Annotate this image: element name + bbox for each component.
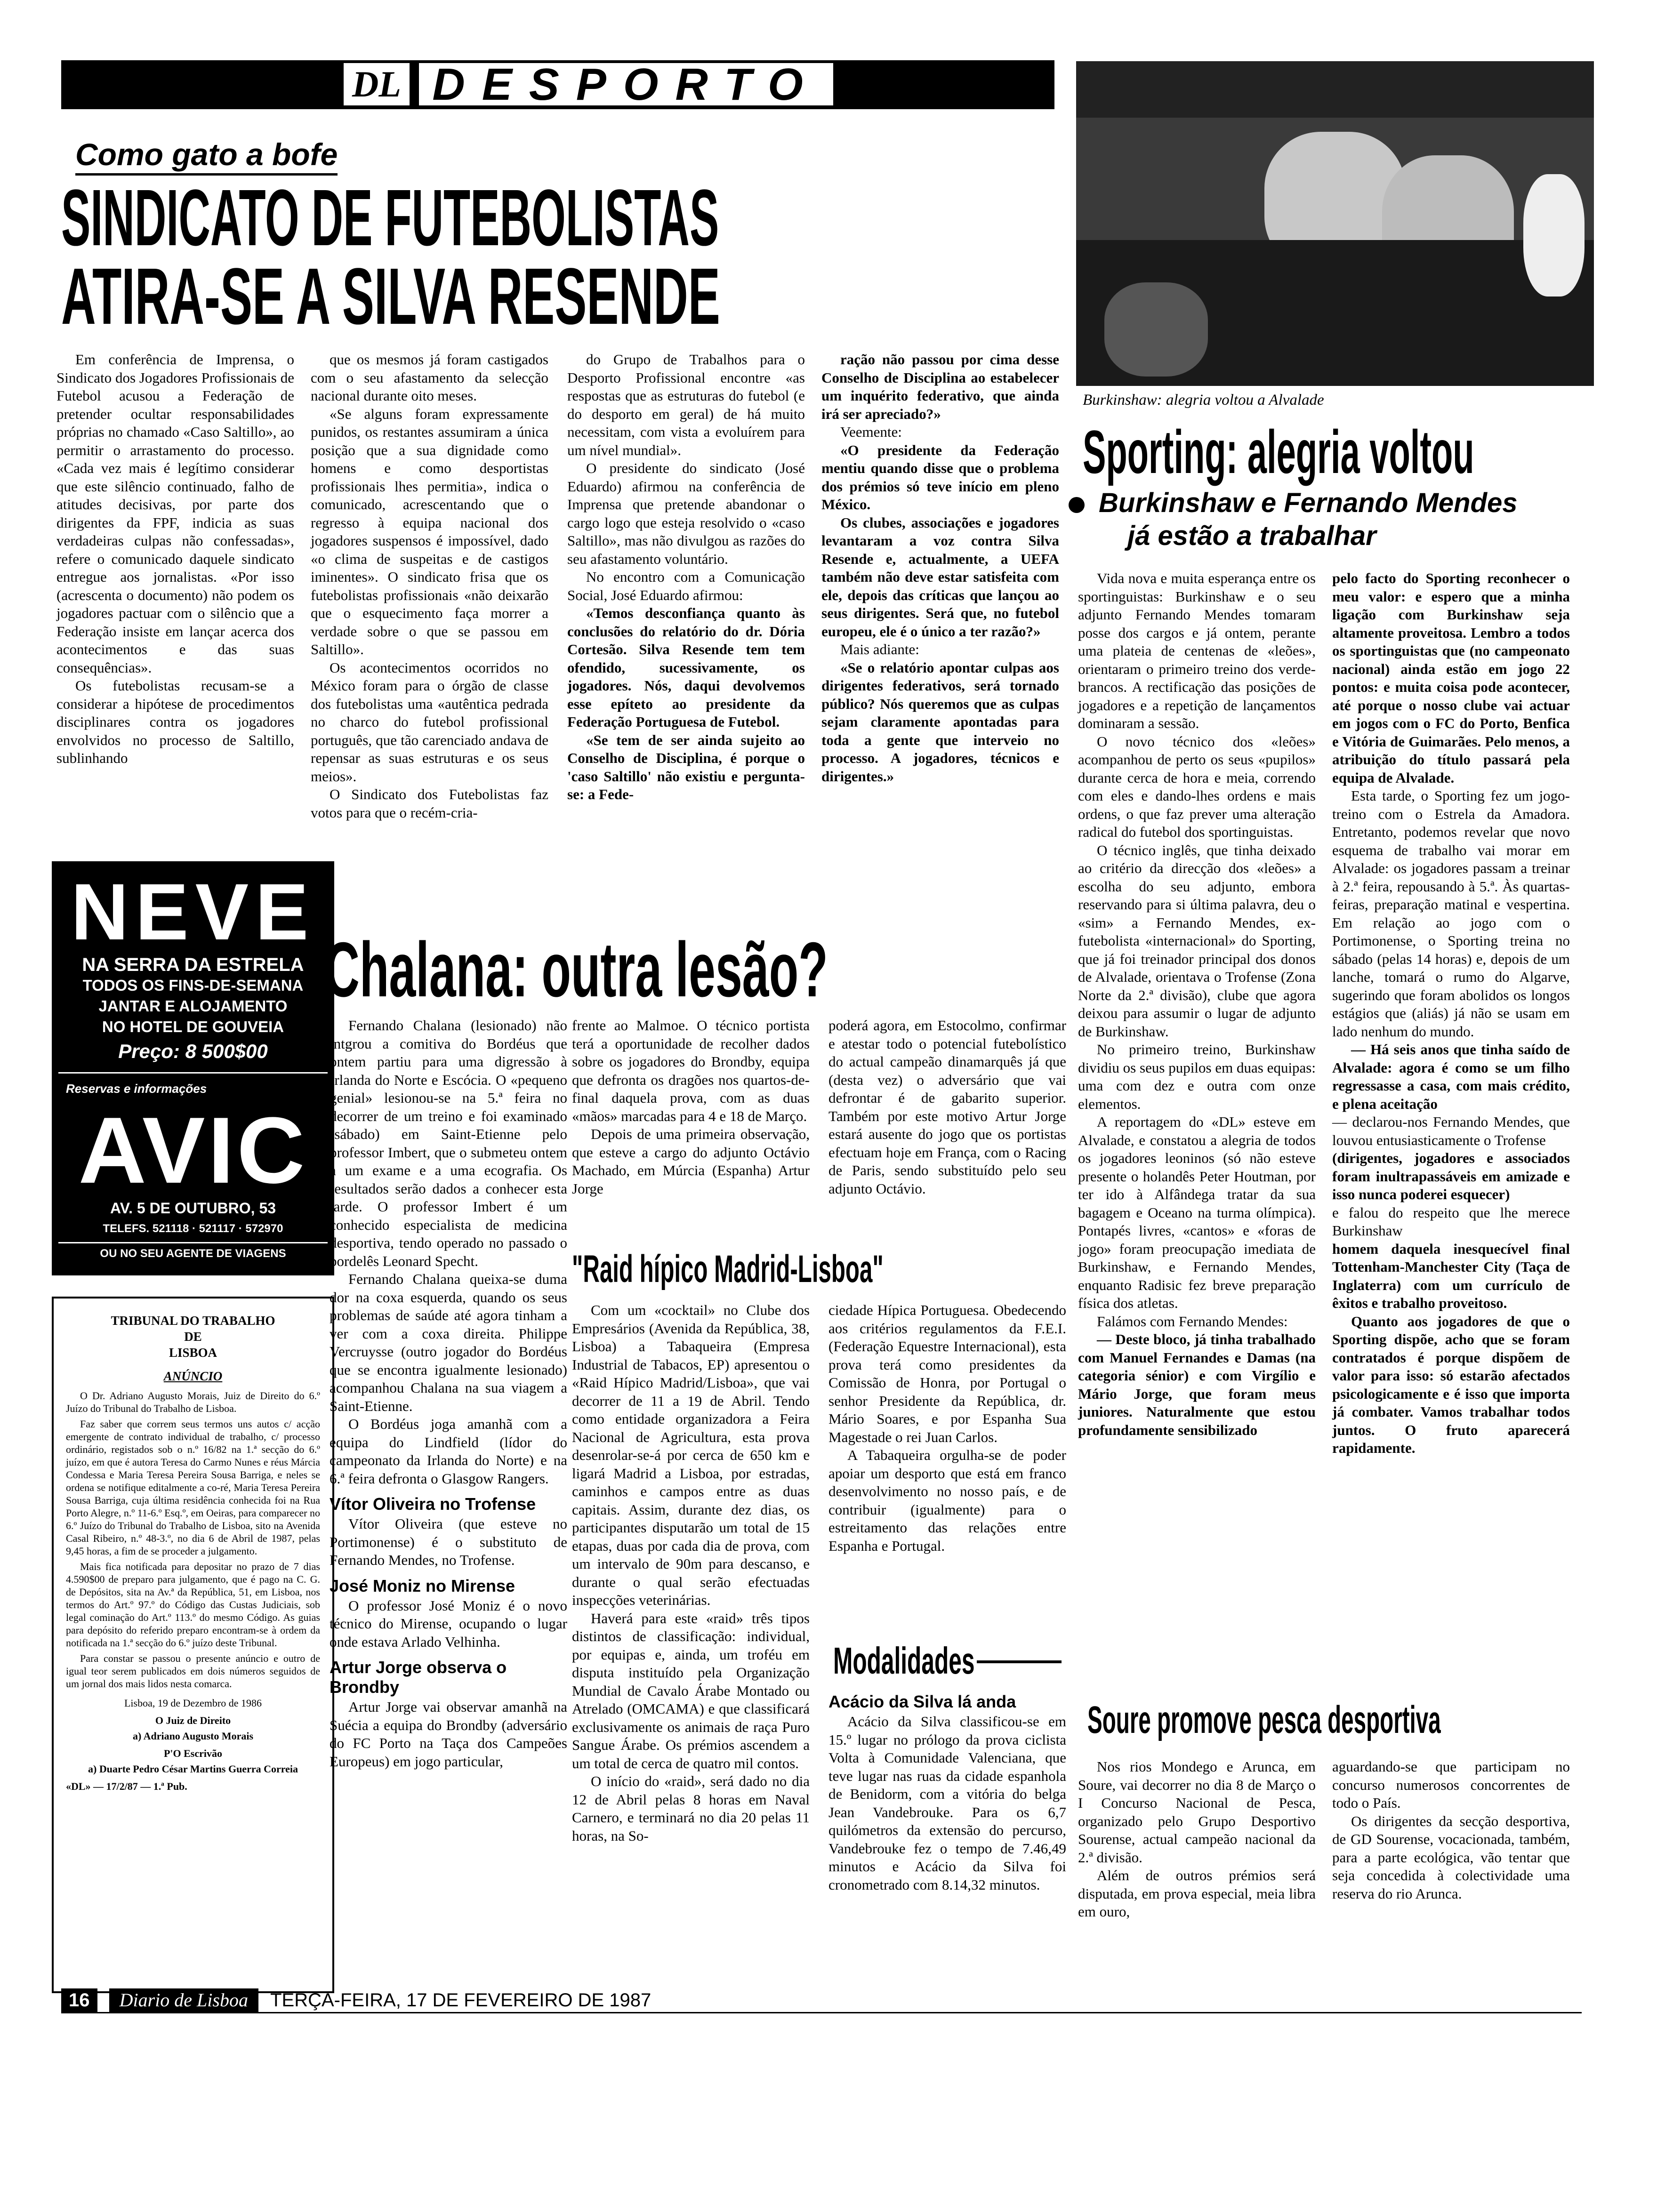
lead-col-2: que os mesmos já foram castigados com o seu afastamento da selecção nacional durante oito meses. «Se alguns foram expressamente punidos, os restantes assumiram a única posição que a sua dignidade como homens e como desportistas profissionais lhes permitia», indica o comunicado, acrescentando que o regresso à equipa nacional dos jogadores suspensos é impossível, dado «o clima de suspeitas e de castigos iminentes». O sindicato frisa que os futebolistas profissionais «não deixarão que o esquecimento faça morrer a verdade sobre o que se passou em Saltillo». Os acontecimentos ocorridos no México foram para o órgão de classe dos futebolistas uma «autêntica pedrada no charco do futebol profissional português, que tão carenciado andava de repensar as suas estruturas e os seus meios». O Sindicato dos Futebolistas faz votos para que o recém-cria- (311, 351, 548, 821)
burkinshaw-photo (1076, 61, 1594, 386)
paper-name: Diario de Lisboa (109, 1988, 258, 2012)
section-banner (61, 60, 1054, 109)
soure-col-2: aguardando-se que participam no concurso numerosos concorrentes de todo o País. Os dirigentes da secção desportiva, de GD Sourense, vocacionada, também, para a parte ecológica, vão tentar que seja concedida à colectividade uma reserva do rio Arunca. (1332, 1758, 1570, 1902)
lead-col-4: ração não passou por cima desse Conselho de Disciplina ao estabelecer um inquérito federativo, que ainda irá ser apreciado?» Veemente: «O presidente da Federação mentiu quando disse que o problema dos prémios só teve início em pleno México. Os clubes, associações e jogadores levantaram a voz contra Silva Resende e, actualmente, a UEFA também não deve estar satisfeita com ele, depois das críticas que lançou ao seus dirigentes. Será que, no futebol europeu, ele é o único a ter razão?» Mais adiante: «Se o relatório apontar culpas aos dirigentes federativos, será tornado público? Nós queremos que as culpas sejam claramente apontadas para toda a gente que interveio no processo. A jogadores, técnicos e dirigentes.» (821, 351, 1059, 785)
modalidades-rule (977, 1660, 1062, 1663)
ad-line-4: NO HOTEL DE GOUVEIA (102, 1018, 284, 1035)
ad-agent: OU NO SEU AGENTE DE VIAGENS (58, 1242, 328, 1264)
modalidades-col: Acácio da Silva lá anda Acácio da Silva classificou-se em 15.º lugar no prólogo da prova ciclista Volta à Comunidade Valenciana, que teve lugar nas ruas da cidade espanhola de Benidorm, com a vitória do belga Jean Vandebrouke. Para os 6,7 quilómetros da extensão do percurso, Vandebrouke fez o tempo de 7.46,49 minutos e Acácio da Silva foi cronometrado com 8.14,32 minutos. (828, 1692, 1066, 1893)
chalana-col-1: Fernando Chalana (lesionado) não intgrou a comitiva do Bordéus que ontem partiu para uma digressão à Irlanda do Norte e Escócia. O «pequeno genial» lesionou-se na 5.ª feira no decorrer de um treino e foi examinado (sábado) em Saint-Etienne pelo professor Imbert, que o submeteu ontem a um exame e a uma ecografia. Os resultados serão dados a conhecer esta tarde. O professor Imbert é um conhecido especialista de medicina desportiva, tendo operado no passado o bordelês Leonard Specht. Fernando Chalana queixa-se duma dor na coxa esquerda, quando os seus problemas de saúde até agora tinham a ver com a coxa direita. Philippe Vercruysse (outro jogador do Bordéus que se encontra igualmente lesionado) acompanhou Chalana na sua viagem a Saint-Etienne. O Bordéus joga amanhã com a equipa do Lindfield (lídor do campeonato da Irlanda do Norte) e na 6.ª feira defronta o Glasgow Rangers. Vítor Oliveira no Trofense Vítor Oliveira (que esteve no Portimonense) é o substituto de Fernando Mendes, no Trofense. José Moniz no Mirense O professor José Moniz é o novo técnico do Mirense, ocupando o lugar onde estava Arlado Velhinha. Artur Jorge observa o Brondby Artur Jorge vai observar amanhã na Suécia a equipa do Brondby (adversário do FC Porto na Taça dos Campeões Europeus) em jogo particular, (330, 1017, 567, 1770)
sporting-sub-1: Burkinshaw e Fernando Mendes (1069, 487, 1518, 519)
ad-line-2: TODOS OS FINS-DE-SEMANA (82, 977, 304, 994)
sporting-col-1: Vida nova e muita esperança entre os sportinguistas: Burkinshaw e o seu adjunto Fernando Mendes tomaram posse dos cargos e já ontem, perante uma plateia de centenas de «leões», orientaram o primeiro treino dos verde-brancos. A rectificação das posições de jogadores e a repetição de lançamentos dominaram a sessão. O novo técnico dos «leões» acompanhou de perto os seus «pupilos» durante cerca de hora e meia, correndo com eles e dando-lhes ordens e mais ordens, o que faz prever uma alteração radical do futebol dos sportinguistas. O técnico inglês, que tinha deixado ao critério da direcção dos «leões» a escolha do seu adjunto, embora reservando para si última palavra, deu o «sim» a Fernando Mendes, ex-futebolista «internacional» do Sporting, que já foi treinador principal dos donos de Alvalade, orientava o Trofense (Zona Norte da 2.ª divisão), clube que agora deixou para assumir o lugar de adjunto de Burkinshaw. No primeiro treino, Burkinshaw dividiu os seus pupilos em duas equipas: uma com dez e outra com onze elementos. A reportagem do «DL» esteve em Alvalade, e constatou a alegria de todos os jogadores leoninos (só não esteve presente o holandês Peter Houtman, por ter ido à Alfândega tratar da sua bagagem e Oceano na turma olímpica). Pontapés livres, «cantos» e «foras de jogo» foram preocupação imediata de Burkinshaw, e Fernando Mendes, enquanto Radisic fez breve preparação física dos atletas. Falámos com Fernando Mendes: — Deste bloco, já tinha trabalhado com Manuel Fernandes e Damas (na categoria sénior) e com Virgílio e Mário Jorge, que foram meus juniores. Naturalmente que estou profundamente sensibilizado (1078, 570, 1316, 1438)
modalidades-headline: Modalidades (833, 1640, 975, 1682)
tribunal-notice: TRIBUNAL DO TRABALHO DE LISBOA ANÚNCIO O Dr. Adriano Augusto Morais, Juiz de Direito do 6.º Juízo do Tribunal do Trabalho de Lisboa. Faz saber que correm seus termos uns autos c/ acção emergente de contrato individual de trabalho, c/ processo ordinário, registados sob o n.º 16/82 na 1.ª secção do 6.º juízo, em que é autora Teresa do Carmo Nunes e réus Márcia Condessa e Maria Teresa Pereira Sousa Barriga, e neles se ordena se notifique editalmente a co-ré, Maria Teresa Pereira Sousa Barriga, cuja última residência conhecida foi na Rua Porto Alegre, n.º 11-6.º Esq.º, em Oeiras, para comparecer no 6.º Juízo do Tribunal do Trabalho de Lisboa, sito na Avenida Casal Ribeiro, n.º 48-3.º, no dia 6 de Abril de 1987, pelas 9,45 horas, a fim de se proceder a julgamento. Mais fica notificada para depositar no prazo de 7 dias 4.590$00 de preparo para julgamento, que é pago na C. G. de Depósitos, sita na Av.ª da República, 51, em Lisboa, nos termos do Art.º 97.º do Código das Custas Judiciais, sob legal cominação do Art.º 113.º do mesmo Código. As guias para depósito do referido preparo encontram-se à ordem da notificada na 1.ª secção do 6.º juízo deste Tribunal. Para constar se passou o presente anúncio e outro de igual teor serem publicados em dois números seguidos de um jornal dos mais lidos nesta comarca. Lisboa, 19 de Dezembro de 1986 O Juiz de Direito a) Adriano Augusto Morais P'O Escrivão a) Duarte Pedro César Martins Guerra Correia «DL» — 17/2/87 — 1.ª Pub. (52, 1297, 334, 1993)
section-logo: DL (344, 63, 410, 105)
neve-advert (52, 861, 334, 1275)
lead-headline-2: ATIRA-SE A SILVA RESENDE (61, 252, 720, 341)
lead-kicker: Como gato a bofe (75, 136, 338, 176)
ad-phones: TELEFS. 521118 · 521117 · 572970 (103, 1222, 283, 1235)
chalana-col-2: frente ao Malmoe. O técnico portista terá a oportunidade de recolher dados sobre os jogadores do Brondby, equipa que defronta os dragões nos quartos-de-final daquela prova, com as duas «mãos» marcadas para 4 e 18 de Março. Depois de uma primeira observação, que esteve a cargo do adjunto Octávio Machado, em Múrcia (Espanha) Artur Jorge (572, 1017, 810, 1197)
page-footer (61, 1988, 932, 2012)
bullet-icon (1069, 497, 1085, 513)
sporting-col-2: pelo facto do Sporting reconhecer o meu valor: e espero que a minha ligação com Burkinshaw seja altamente proveitosa. Lembro a todos os sportinguistas que (no campeonato nacional) ainda estão em jogo 22 pontos: e muita coisa pode acontecer, até porque o nosso clube vai actuar em jogos com o FC do Porto, Benfica e Vitória de Guimarães. Pelo menos, a atribuição do título passará pela equipa de Alvalade. Esta tarde, o Sporting fez um jogo-treino com o Estrela da Amadora. Entretanto, podemos revelar que novo esquema de trabalho vai morar em Alvalade: os jogadores passam a treinar à 2.ª feira, repousando à 5.ª. Às quartas-feiras, preparação matinal e vespertina. Em relação ao jogo com o Portimonense, o Sporting treina no sábado (pelas 14 horas) e, depois de um lanche, tomará o rumo do Algarve, sugerindo que foram abolidos os longos estágios que (aliás) já não se usam em lado nenhum do mundo. — Há seis anos que tinha saído de Alvalade: agora é como se um filho regressasse a casa, com mais crédito, e plena aceitação — declarou-nos Fernando Mendes, que louvou entusiasticamente o Trofense (dirigentes, jogadores e associados foram inultrapassáveis em amizade e isso nunca poderei esquecer) e falou do respeito que lhe merece Burkinshaw homem daquela inesquecível final Tottenham-Manchester City (Taça de Inglaterra) com um currículo de êxitos e trabalho proveitoso. Quanto aos jogadores de que o Sporting dispõe, acho que se foram contratados é porque dispõem de valor para isso: só estarão afectados psicologicamente e é isso que importa já combater. Vamos trabalhar todos juntos. O fruto aparecerá rapidamente. (1332, 570, 1570, 1456)
sporting-caption: Burkinshaw: alegria voltou a Alvalade (1083, 392, 1324, 409)
footer-rule (61, 2012, 1582, 2013)
ad-brand-logo: AVIC (78, 1098, 308, 1203)
ad-line-3: JANTAR E ALOJAMENTO (98, 997, 288, 1015)
ad-price: Preço: 8 500$00 (118, 1040, 268, 1062)
soure-headline: Soure promove pesca desportiva (1087, 1699, 1441, 1741)
ad-reservas: Reservas e informações (66, 1082, 207, 1096)
lead-col-3: do Grupo de Trabalhos para o Desporto Profissional encontre «as respostas que as estruturas do futebol (e do desporto em geral) de há muito necessitam, com vista a evoluírem para um nível mundial». O presidente do sindicato (José Eduardo) afirmou na conferência de Imprensa que pretende abandonar o cargo logo que esteja resolvido o «caso Saltillo», mas não divulgou as razões do seu afastamento voluntário. No encontro com a Comunicação Social, José Eduardo afirmou: «Temos desconfiança quanto às conclusões do relatório do dr. Dória Cortesão. Silva Resende tem tem ofendido, sucessivamente, os jogadores. Nós, daqui devolvemos esse epíteto ao presidente da Federação Portuguesa de Futebol. «Se tem de ser ainda sujeito ao Conselho de Disciplina, é porque o 'caso Saltillo' não existiu e pergunta-se: a Fede- (567, 351, 805, 802)
ad-line-1: NA SERRA DA ESTRELA (82, 954, 304, 975)
chalana-headline: Chalana: outra lesão? (325, 926, 828, 1013)
sporting-sub-2: já estão a trabalhar (1127, 521, 1376, 551)
raid-col-1: Com um «cocktail» no Clube dos Empresários (Avenida da República, 38, Lisboa) a Tabaqueira (Empresa Industrial de Tabacos, EP) apresentou o «Raid Hípico Madrid/Lisboa», que vai decorrer de 11 a 19 de Abril. Tendo como entidade organizadora a Feira Nacional de Agricultura, esta prova desenrolar-se-á por cerca de 650 km e ligará Madrid a Lisboa, por estradas, caminhos e campos entre as duas capitais. Assim, durante dez dias, os participantes disputarão um total de 15 etapas, duas por cada dia de prova, com um intervalo de 90m para descanso, e durante o qual serão efectuadas inspecções veterinárias. Haverá para este «raid» três tipos distintos de classificação: individual, por equipas e, ainda, um troféu em disputa instituído pela Organização Mundial de Cavalo Árabe Montado ou Atrelado (OMCAMA) e que classificará exclusivamente os animais de raça Puro Sangue Árabe. Os prémios ascendem a um total de cerca de quatro mil contos. O início do «raid», será dado no dia 12 de Abril pelas 8 horas em Naval Carnero, e terminará no dia 20 pelas 11 horas, na So- (572, 1302, 810, 1844)
raid-headline: "Raid hípico Madrid-Lisboa" (572, 1248, 884, 1290)
ad-title: NEVE (71, 867, 315, 957)
ad-address: AV. 5 DE OUTUBRO, 53 (110, 1200, 276, 1217)
raid-col-2: ciedade Hípica Portuguesa. Obedecendo aos critérios regulamentos da F.E.I. (Federação Equestre Internacional), esta prova terá como presidentes da Comissão de Honra, por Portugal o senhor Presidente da República, dr. Mário Soares, e por Espanha Sua Magestade o rei Juan Carlos. A Tabaqueira orgulha-se de poder apoiar um desporto que está em franco desenvolvimento no nosso país, e de contribuir (igualmente) para o estreitamento das relações entre Espanha e Portugal. (828, 1302, 1066, 1554)
page-number: 16 (61, 1988, 97, 2012)
sporting-headline: Sporting: alegria voltou (1083, 417, 1474, 486)
issue-date: TERÇA-FEIRA, 17 DE FEVEREIRO DE 1987 (270, 1990, 652, 2011)
lead-col-1: Em conferência de Imprensa, o Sindicato dos Jogadores Profissionais de Futebol acusou a Federação de pretender ocultar responsabilidades próprias no chamado «Caso Saltillo», ao permitir o arrastamento do processo. «Cada vez mais é legítimo considerar que este silêncio continuado, falho de atitudes decisivas, por parte dos dirigentes da FPF, indicia as suas verdadeiras culpas não confessadas», refere o comunicado daquele sindicato entregue aos jornalistas. «Por isso (acrescenta o documento) não podem os jogadores pactuar com o silêncio que a Federação insiste em lançar acerca dos acontecimentos e das suas consequências». Os futebolistas recusam-se a considerar a hipótese de procedimentos disciplinares contra os jogadores envolvidos no processo de Saltillo, sublinhando (56, 351, 294, 766)
section-name: DESPORTO (419, 63, 833, 105)
lead-headline-1: SINDICATO DE FUTEBOLISTAS (61, 173, 719, 263)
soure-col-1: Nos rios Mondego e Arunca, em Soure, vai decorrer no dia 8 de Março o I Concurso Nacional de Pesca, organizado pelo Grupo Desportivo Sourense, actual campeão nacional da 2.ª divisão. Além de outros prémios será disputada, em prova especial, meia libra em ouro, (1078, 1758, 1316, 1920)
chalana-col-3: poderá agora, em Estocolmo, confirmar e atestar todo o potencial futebolístico do actual campeão dinamarquês já que (desta vez) o adversário que vai defrontar é de gabarito superior. Também por este motivo Artur Jorge estará ausente do jogo que os portistas efectuam hoje em França, com o Racing de Paris, sendo substituído pelo seu adjunto Octávio. (828, 1017, 1066, 1197)
